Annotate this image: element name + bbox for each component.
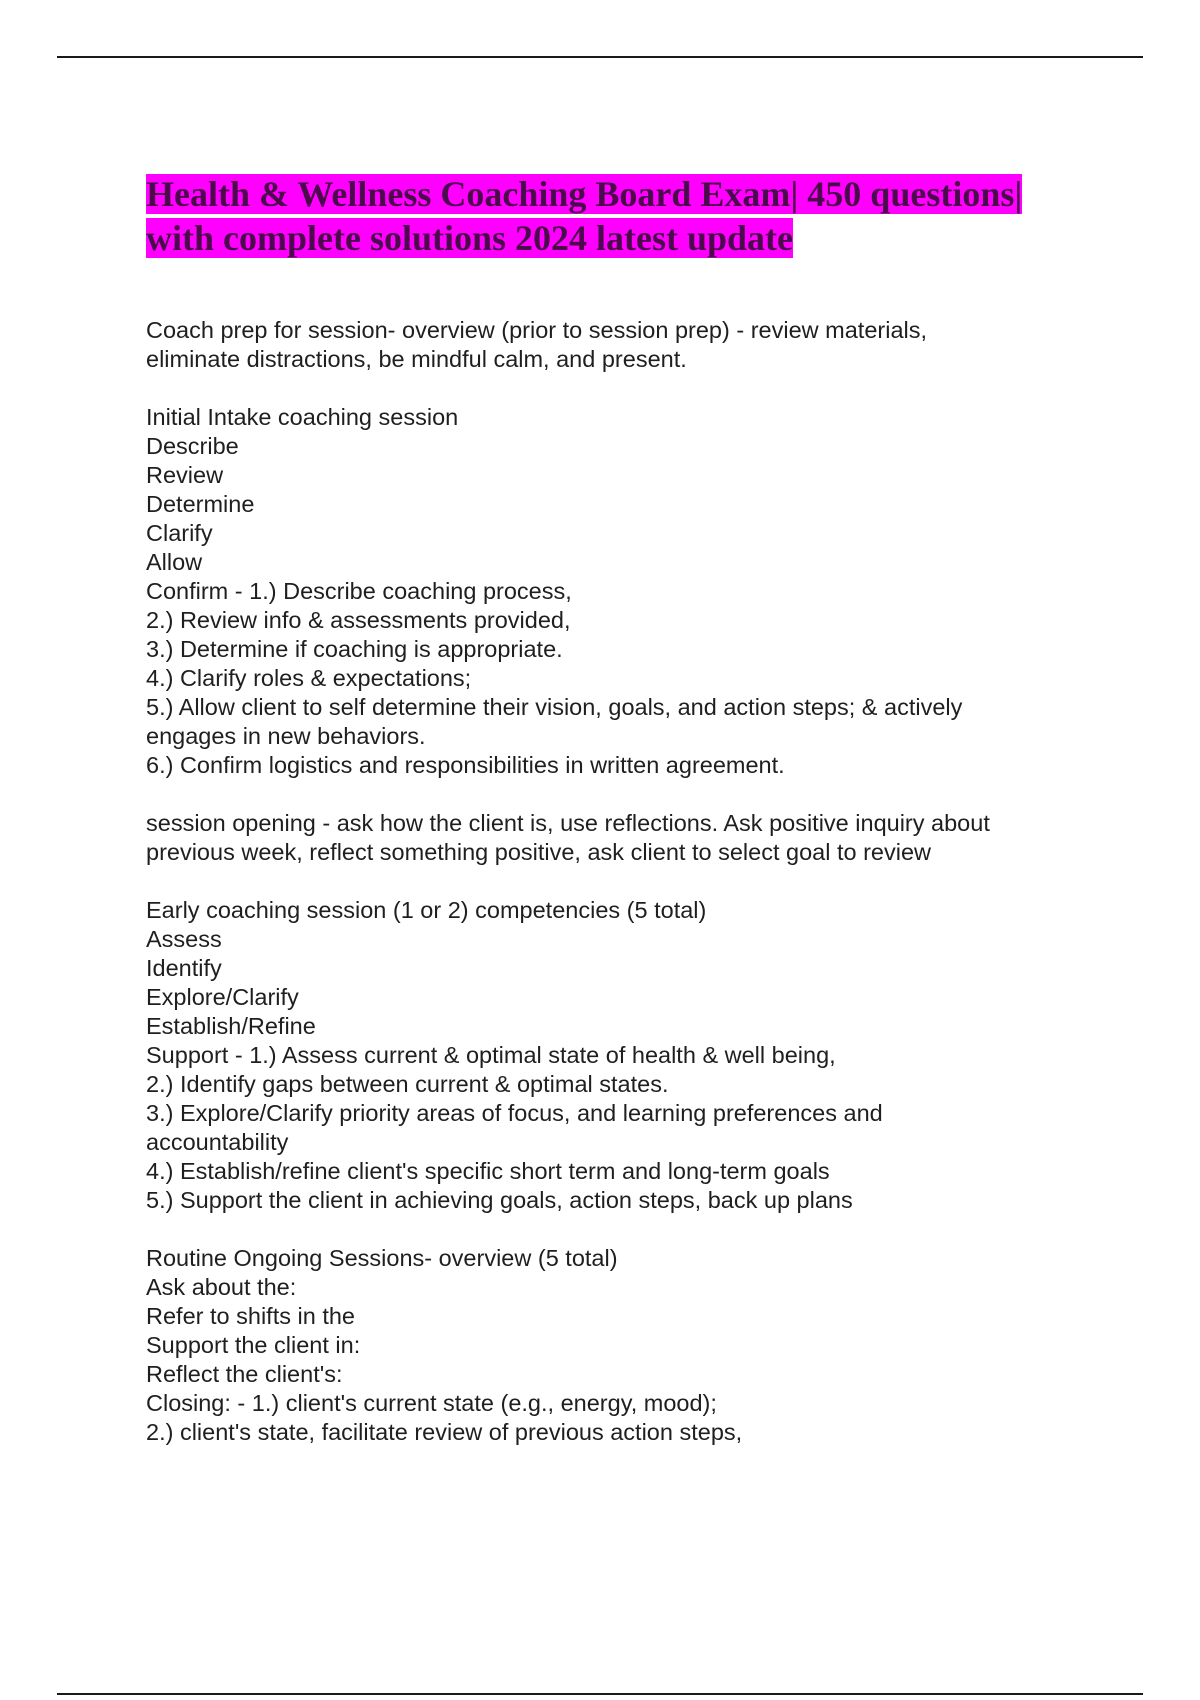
text-line: Initial Intake coaching session [146,404,459,430]
top-rule [57,56,1143,58]
text-line: Ask about the: [146,1274,297,1300]
bottom-rule [57,1693,1143,1695]
text-line: Determine [146,491,255,517]
text-line: accountability [146,1129,289,1155]
text-line: Early coaching session (1 or 2) competencies (5 total) [146,897,707,923]
text-line: Support the client in: [146,1332,361,1358]
text-line: Closing: - 1.) client's current state (e.g., energy, mood); [146,1390,717,1416]
qa-block-early-coaching [146,896,1066,1215]
text-line: Explore/Clarify [146,984,299,1010]
qa-block-routine-sessions [146,1244,1066,1447]
text-line: Assess [146,926,222,952]
text-line: 2.) Identify gaps between current & optimal states. [146,1071,669,1097]
text-line: Routine Ongoing Sessions- overview (5 total) [146,1245,618,1271]
text-line: eliminate distractions, be mindful calm, and present. [146,346,687,372]
text-line: 2.) Review info & assessments provided, [146,607,571,633]
document-page [146,172,1066,1476]
text-line: Refer to shifts in the [146,1303,355,1329]
qa-block-coach-prep [146,316,1066,374]
text-line: Support - 1.) Assess current & optimal state of health & well being, [146,1042,836,1068]
text-line: Allow [146,549,203,575]
text-line: Review [146,462,224,488]
text-line: Identify [146,955,222,981]
text-line: previous week, reflect something positive, ask client to select goal to review [146,839,932,865]
text-line: 5.) Allow client to self determine their vision, goals, and action steps; & actively [146,694,963,720]
text-line: Coach prep for session- overview (prior to session prep) - review materials, [146,317,928,343]
text-line: Confirm - 1.) Describe coaching process, [146,578,572,604]
text-line: 3.) Determine if coaching is appropriate. [146,636,563,662]
text-line: 2.) client's state, facilitate review of previous action steps, [146,1419,743,1445]
qa-block-session-opening [146,809,1066,867]
text-line: session opening - ask how the client is, use reflections. Ask positive inquiry about [146,810,990,836]
text-line: 3.) Explore/Clarify priority areas of focus, and learning preferences and [146,1100,883,1126]
document-body [146,316,1066,1447]
text-line: 4.) Clarify roles & expectations; [146,665,472,691]
text-line: Clarify [146,520,213,546]
title-line-2: with complete solutions 2024 latest update [146,218,793,258]
text-line: 5.) Support the client in achieving goals, action steps, back up plans [146,1187,853,1213]
text-line: engages in new behaviors. [146,723,426,749]
document-title [146,172,1066,260]
text-line: 4.) Establish/refine client's specific short term and long-term goals [146,1158,830,1184]
text-line: 6.) Confirm logistics and responsibilities in written agreement. [146,752,785,778]
qa-block-initial-intake [146,403,1066,780]
title-line-1: Health & Wellness Coaching Board Exam| 450 questions| [146,174,1023,214]
text-line: Reflect the client's: [146,1361,343,1387]
text-line: Describe [146,433,239,459]
text-line: Establish/Refine [146,1013,316,1039]
